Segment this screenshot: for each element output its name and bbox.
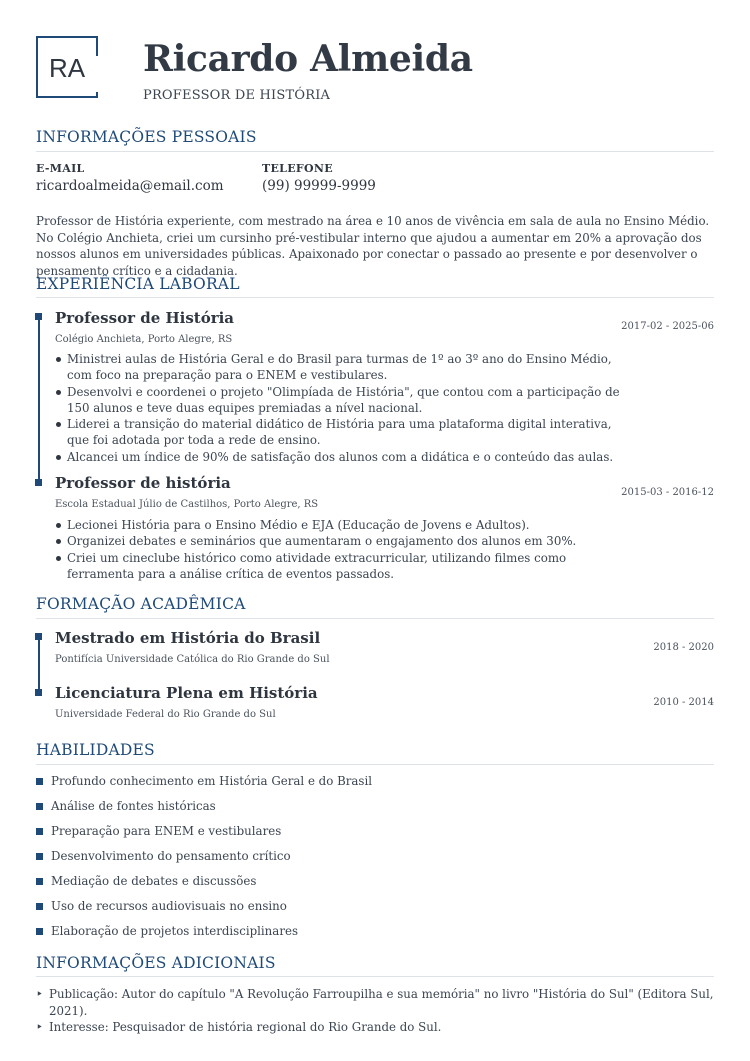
job-responsibilities <box>55 517 625 582</box>
list-item: Ministrei aulas de História Geral e do Brasil para turmas de 1º ao 3º ano do Ensino Médio, com foco na preparação para o ENEM e vestibulares. <box>55 351 625 384</box>
degree-title: Licenciatura Plena em História <box>55 684 318 702</box>
list-item: ‣ Publicação: Autor do capítulo "A Revolução Farroupilha e sua memória" no livro "História do Sul" (Editora Sul, 2021). <box>36 986 716 1019</box>
job-title: Professor de história <box>55 474 231 492</box>
list-item: Análise de fontes históricas <box>36 798 372 823</box>
list-item: Profundo conhecimento em História Geral e do Brasil <box>36 773 372 798</box>
timeline-marker <box>35 633 42 640</box>
candidate-role: PROFESSOR DE HISTÓRIA <box>143 88 331 103</box>
list-item: Alcancei um índice de 90% de satisfação dos alunos com a didática e o conteúdo das aulas. <box>55 449 625 465</box>
square-bullet-icon <box>36 828 43 835</box>
square-bullet-icon <box>36 878 43 885</box>
degree-dates: 2018 - 2020 <box>653 642 714 653</box>
job-dates: 2015-03 - 2016-12 <box>621 487 714 498</box>
list-item: Lecionei História para o Ensino Médio e EJA (Educação de Jovens e Adultos). <box>55 517 625 533</box>
email-value: ricardoalmeida@email.com <box>36 178 224 194</box>
timeline-marker <box>35 313 42 320</box>
section-title-additional: INFORMAÇÕES ADICIONAIS <box>36 954 276 972</box>
monogram-initials: RA <box>48 53 86 83</box>
section-title-education: FORMAÇÃO ACADÊMICA <box>36 595 246 613</box>
additional-info-list <box>36 986 716 1036</box>
experience-timeline <box>38 314 40 486</box>
section-divider <box>36 618 714 619</box>
section-divider <box>36 976 714 977</box>
list-item: Preparação para ENEM e vestibulares <box>36 823 372 848</box>
list-item: Uso de recursos audiovisuais no ensino <box>36 898 372 923</box>
degree-dates: 2010 - 2014 <box>653 697 714 708</box>
profile-summary: Professor de História experiente, com mestrado na área e 10 anos de vivência em sala de aula no Ensino Médio. No Colégio Anchieta, criei um cursinho pré-vestibular interno que ajudou a aumentar em 20% a aprovação dos nossos alunos em universidades públicas. Apaixonado por conectar o passado ao presente e por desenvolver o pensamento crítico e a cidadania. <box>36 214 710 278</box>
section-divider <box>36 764 714 765</box>
list-item: Criei um cineclube histórico como atividade extracurricular, utilizando filmes como ferramenta para a análise crítica de eventos passados. <box>55 550 625 583</box>
degree-institution: Pontifícia Universidade Católica do Rio Grande do Sul <box>55 654 330 665</box>
list-item: Desenvolvi e coordenei o projeto "Olimpíada de História", que contou com a participação de 150 alunos e teve duas equipes premiadas a nível nacional. <box>55 384 625 417</box>
square-bullet-icon <box>36 928 43 935</box>
monogram-logo <box>36 36 98 98</box>
list-item: ‣ Interesse: Pesquisador de história regional do Rio Grande do Sul. <box>36 1019 716 1036</box>
job-responsibilities <box>55 351 625 465</box>
list-item: Mediação de debates e discussões <box>36 873 372 898</box>
phone-value: (99) 99999-9999 <box>262 178 376 194</box>
section-title-personal: INFORMAÇÕES PESSOAIS <box>36 128 257 146</box>
phone-label: TELEFONE <box>262 162 333 175</box>
skills-list <box>36 773 372 948</box>
job-employer: Colégio Anchieta, Porto Alegre, RS <box>55 334 233 345</box>
list-item: Desenvolvimento do pensamento crítico <box>36 848 372 873</box>
section-title-experience: EXPERIÊNCIA LABORAL <box>36 275 240 293</box>
section-divider <box>36 297 714 298</box>
section-divider <box>36 151 714 152</box>
job-title: Professor de História <box>55 309 235 327</box>
timeline-marker <box>35 689 42 696</box>
email-label: E-MAIL <box>36 162 85 175</box>
degree-title: Mestrado em História do Brasil <box>55 629 321 647</box>
timeline-marker <box>35 479 42 486</box>
job-dates: 2017-02 - 2025-06 <box>621 321 714 332</box>
job-employer: Escola Estadual Júlio de Castilhos, Porto Alegre, RS <box>55 499 319 510</box>
list-item: Organizei debates e seminários que aumentaram o engajamento dos alunos em 30%. <box>55 533 625 549</box>
education-timeline <box>38 634 40 696</box>
degree-institution: Universidade Federal do Rio Grande do Sul <box>55 709 276 720</box>
section-title-skills: HABILIDADES <box>36 741 155 759</box>
square-bullet-icon <box>36 778 43 785</box>
square-bullet-icon <box>36 903 43 910</box>
candidate-name: Ricardo Almeida <box>143 38 473 80</box>
list-item: Liderei a transição do material didático de História para uma plataforma digital interativa, que foi adotada por toda a rede de ensino. <box>55 416 625 449</box>
square-bullet-icon <box>36 803 43 810</box>
square-bullet-icon <box>36 853 43 860</box>
list-item: Elaboração de projetos interdisciplinares <box>36 923 372 948</box>
